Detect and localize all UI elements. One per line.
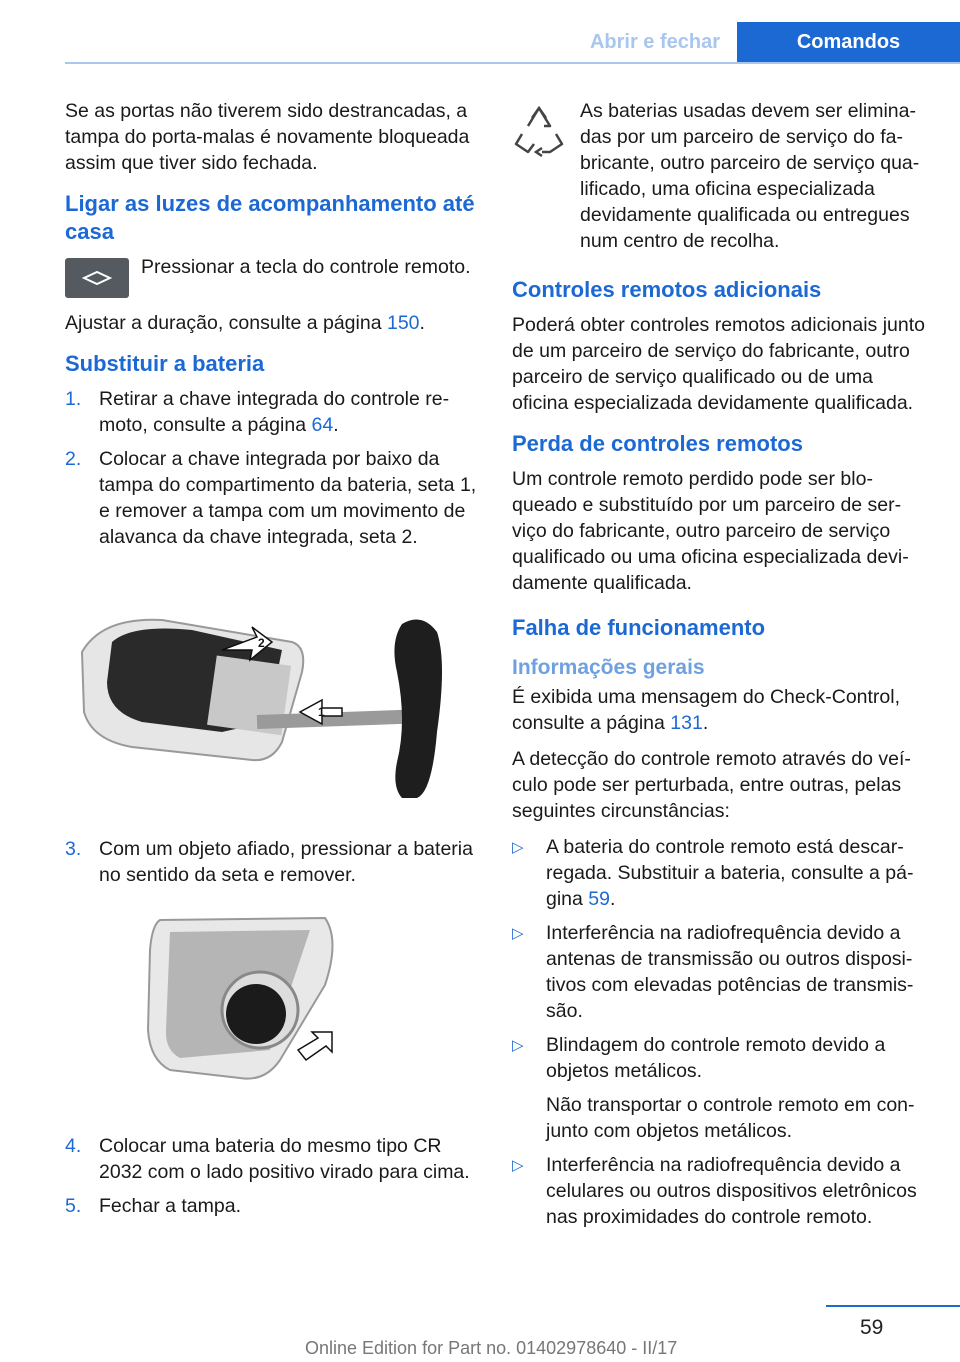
bullet-icon: ▷ bbox=[512, 925, 524, 942]
intro-paragraph: Se as portas não tiverem sido destrancadas, a tampa do porta-malas é novamente bloqueada assim que tiver sido fechada. bbox=[65, 100, 470, 174]
list-item: ▷ Interferência na radiofrequência devido a antenas de transmissão ou outros dispositivos com elevadas potências de transmissão. bbox=[512, 922, 914, 1022]
arrow-1-label: 1 bbox=[318, 705, 325, 719]
bullet-icon: ▷ bbox=[512, 839, 524, 856]
list-item: ▷ A bateria do controle remoto está descarregada. Substituir a bateria, consulte a página 59. bbox=[512, 836, 914, 910]
recycle-note bbox=[512, 98, 927, 254]
right-column bbox=[512, 98, 927, 1238]
tab-section[interactable]: Abrir e fechar bbox=[589, 30, 721, 53]
battery-compartment-illustration bbox=[140, 910, 365, 1090]
list-item-note: Não transportar o controle remoto em conjunto com objetos metálicos. bbox=[546, 1094, 915, 1142]
step-item: 5. Fechar a tampa. bbox=[65, 1195, 241, 1217]
recycle-text: As baterias usadas devem ser eliminadas por um parceiro de serviço do fabricante, outro parceiro de serviço qualificado, uma oficina especializada devidamente qualificada ou entregues num centro de recolha. bbox=[580, 100, 920, 252]
key-instruction bbox=[65, 254, 480, 298]
page-link-59[interactable]: 59 bbox=[588, 888, 610, 910]
arrow-2-label: 2 bbox=[258, 636, 265, 650]
heading-follow-me-home: Ligar as luzes de acompanhamento até casa bbox=[65, 191, 475, 244]
page-number: 59 bbox=[860, 1316, 884, 1339]
header-rule bbox=[65, 62, 960, 64]
heading-general-info: Informações gerais bbox=[512, 656, 705, 679]
step-item: 3. Com um objeto afiado, pressionar a bateria no sentido da seta e remover. bbox=[65, 838, 473, 886]
edition-footer: Online Edition for Part no. 01402978640 - II/17 bbox=[305, 1338, 678, 1358]
info-paragraph: É exibida uma mensagem do Check-Control, consulte a página 131. bbox=[512, 686, 901, 734]
additional-remotes-text: Poderá obter controles remotos adicionais junto de um parceiro de serviço do fabricante, outro parceiro de serviço qualificado ou de uma oficina especializada devidamente qualificada. bbox=[512, 314, 925, 414]
page-link-64[interactable]: 64 bbox=[311, 414, 334, 436]
remote-key-icon bbox=[65, 258, 129, 298]
key-instruction-text: Pressionar a tecla do controle remoto. bbox=[141, 256, 471, 278]
list-item: ▷ Interferência na radiofrequência devido a celulares ou outros dispositivos eletrônicos nas proximidades do controle remoto. bbox=[512, 1154, 917, 1228]
heading-malfunction: Falha de funcionamento bbox=[512, 615, 766, 640]
footer-rule bbox=[826, 1305, 960, 1307]
left-column bbox=[65, 98, 480, 558]
page-link-150[interactable]: 150 bbox=[386, 312, 420, 334]
left-column-end bbox=[65, 1133, 480, 1227]
bullet-icon: ▷ bbox=[512, 1157, 524, 1174]
heading-lost-remotes: Perda de controles remotos bbox=[512, 431, 803, 456]
heading-additional-remotes: Controles remotos adicionais bbox=[512, 277, 822, 302]
step-item: 4. Colocar uma bateria do mesmo tipo CR 2032 com o lado positivo virado para cima. bbox=[65, 1135, 470, 1183]
page-link-131[interactable]: 131 bbox=[670, 712, 703, 734]
recycle-icon bbox=[512, 104, 566, 158]
circumstances-list bbox=[512, 834, 927, 1230]
battery-steps bbox=[65, 386, 480, 550]
tab-chapter[interactable]: Comandos bbox=[737, 22, 960, 62]
step-item: 1. Retirar a chave integrada do controle remoto, consulte a página 64. bbox=[65, 388, 450, 436]
detection-paragraph: A detecção do controle remoto através do veículo pode ser perturbada, entre outras, pelas seguintes circunstâncias: bbox=[512, 748, 911, 822]
step-item: 2. Colocar a chave integrada por baixo da tampa do compartimento da bateria, seta 1, e remover a tampa com um movimento de alavanca da chave integrada, seta 2. bbox=[65, 448, 477, 548]
heading-replace-battery: Substituir a bateria bbox=[65, 351, 265, 376]
lost-remotes-text: Um controle remoto perdido pode ser bloqueado e substituído por um parceiro de serviço do fabricante, outro parceiro de serviço qualificado ou uma oficina especializada devidamente qualificada. bbox=[512, 468, 909, 594]
left-column-cont bbox=[65, 836, 480, 896]
key-blade-illustration bbox=[72, 612, 467, 807]
bullet-icon: ▷ bbox=[512, 1037, 524, 1054]
duration-paragraph: Ajustar a duração, consulte a página 150. bbox=[65, 312, 425, 334]
list-item: ▷ Blindagem do controle remoto devido a objetos metálicos. bbox=[512, 1034, 886, 1082]
